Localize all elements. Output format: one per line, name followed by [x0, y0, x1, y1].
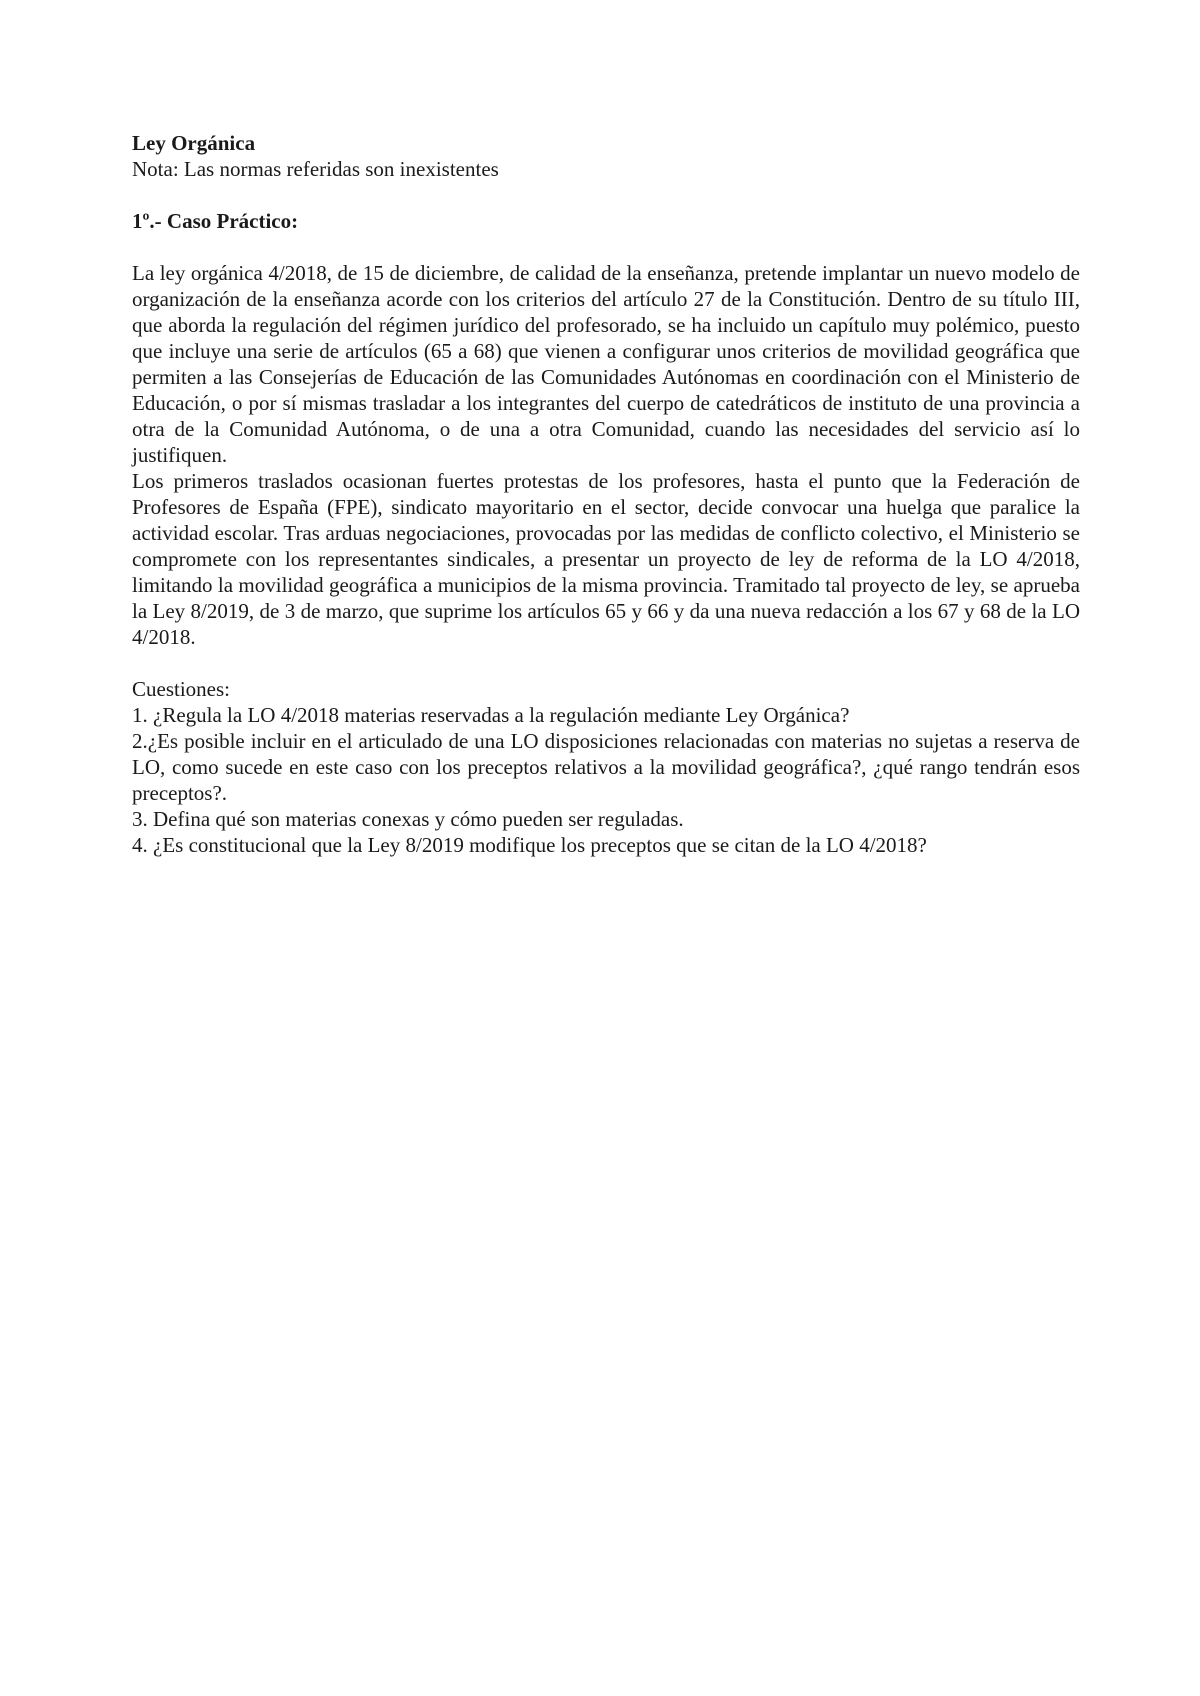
- document-title: Ley Orgánica: [132, 131, 256, 155]
- case-heading: 1º.- Caso Práctico:: [132, 209, 299, 233]
- question-3: 3. Defina qué son materias conexas y cómo pueden ser reguladas.: [132, 807, 684, 831]
- question-2: 2.¿Es posible incluir en el articulado de una LO disposiciones relacionadas con materias no sujetas a reserva de LO, como sucede en este caso con los preceptos relativos a la movilidad geográfica?, ¿qué rango tendrán esos preceptos?.: [132, 729, 1080, 805]
- document-note: Nota: Las normas referidas son inexistentes: [132, 157, 499, 181]
- question-1: 1. ¿Regula la LO 4/2018 materias reservadas a la regulación mediante Ley Orgánica?: [132, 703, 850, 727]
- questions-label: Cuestiones:: [132, 677, 230, 701]
- document-page: [132, 130, 1080, 858]
- case-paragraph-2: Los primeros traslados ocasionan fuertes protestas de los profesores, hasta el punto que la Federación de Profesores de España (FPE), sindicato mayoritario en el sector, decide convocar una huelga que paralice la actividad escolar. Tras arduas negociaciones, provocadas por las medidas de conflicto colectivo, el Ministerio se compromete con los representantes sindicales, a presentar un proyecto de ley de reforma de la LO 4/2018, limitando la movilidad geográfica a municipios de la misma provincia. Tramitado tal proyecto de ley, se aprueba la Ley 8/2019, de 3 de marzo, que suprime los artículos 65 y 66 y da una nueva redacción a los 67 y 68 de la LO 4/2018.: [132, 469, 1080, 649]
- question-4: 4. ¿Es constitucional que la Ley 8/2019 modifique los preceptos que se citan de la LO 4/2018?: [132, 833, 927, 857]
- case-paragraph-1: La ley orgánica 4/2018, de 15 de diciembre, de calidad de la enseñanza, pretende implantar un nuevo modelo de organización de la enseñanza acorde con los criterios del artículo 27 de la Constitución. Dentro de su título III, que aborda la regulación del régimen jurídico del profesorado, se ha incluido un capítulo muy polémico, puesto que incluye una serie de artículos (65 a 68) que vienen a configurar unos criterios de movilidad geográfica que permiten a las Consejerías de Educación de las Comunidades Autónomas en coordinación con el Ministerio de Educación, o por sí mismas trasladar a los integrantes del cuerpo de catedráticos de instituto de una provincia a otra de la Comunidad Autónoma, o de una a otra Comunidad, cuando las necesidades del servicio así lo justifiquen.: [132, 261, 1080, 467]
